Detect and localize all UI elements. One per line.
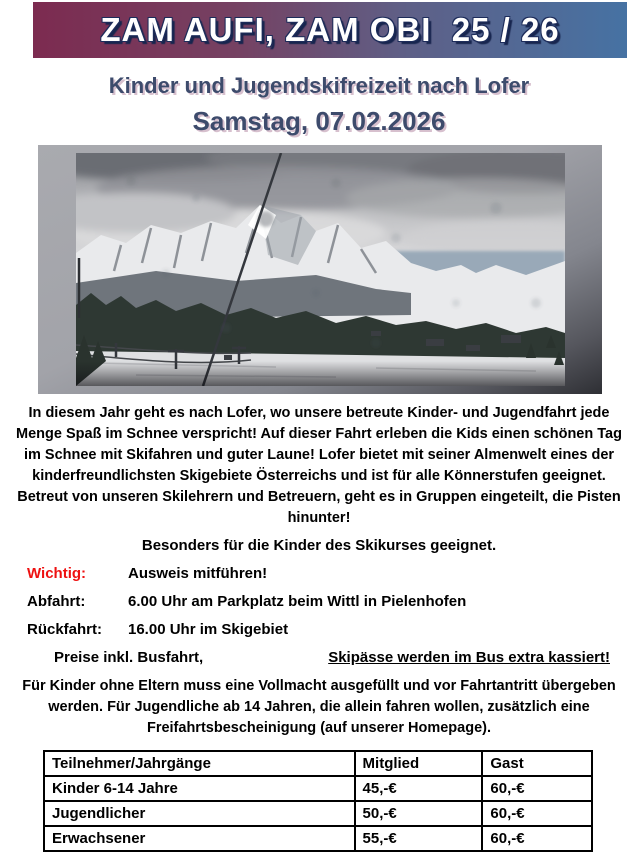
season-banner [33, 2, 627, 58]
col-header-teilnehmer: Teilnehmer/Jahrgänge [44, 751, 355, 776]
wichtig-value: Ausweis mitführen! [128, 565, 268, 582]
cell-mitglied: 50,-€ [355, 801, 483, 826]
event-date: Samstag, 07.02.2026 [192, 106, 446, 136]
skipass-note: Skipässe werden im Bus extra kassiert! [328, 649, 610, 666]
skikurs-note: Besonders für die Kinder des Skikurses geeignet. [141, 537, 497, 554]
price-table [43, 750, 593, 852]
cell-gast: 60,-€ [482, 826, 592, 851]
cell-mitglied: 45,-€ [355, 776, 483, 801]
page-title: Kinder und Jugendskifreizeit nach Lofer [108, 73, 530, 98]
col-header-gast: Gast [482, 751, 592, 776]
vollmacht-note: Für Kinder ohne Eltern muss eine Vollmacht ausgefüllt und vor Fahrtantritt übergeben werden. Für Jugendliche ab 14 Jahren, die allein fahren wollen, zusätzlich eine Freifahrtsbescheinigung (auf unserer Homepage). [22, 678, 616, 736]
detail-row-abfahrt [27, 593, 638, 610]
price-table-header-row [44, 751, 592, 776]
rueckfahrt-value: 16.00 Uhr im Skigebiet [128, 621, 289, 638]
prices-note: Preise inkl. Busfahrt, [54, 649, 204, 666]
table-row [44, 801, 592, 826]
cell-gast: 60,-€ [482, 776, 592, 801]
abfahrt-value: 6.00 Uhr am Parkplatz beim Wittl in Pielenhofen [128, 593, 467, 610]
trip-details [27, 565, 638, 666]
photo-blur-frame [38, 145, 602, 394]
rueckfahrt-label: Rückfahrt: [27, 621, 103, 638]
cell-mitglied: 55,-€ [355, 826, 483, 851]
cell-category: Erwachsener [44, 826, 355, 851]
intro-paragraph: In diesem Jahr geht es nach Lofer, wo unsere betreute Kinder- und Jugendfahrt jede Menge Spaß im Schnee verspricht! Auf dieser Fahrt erleben die Kids einen schönen Tag im Schnee mit Skifahren und guter Laune! Lofer bietet mit seiner Almenwelt eines der kinderfreundlichsten Skigebiete Österreichs und ist für alle Könnerstufen geeignet. Betreut von unseren Skilehrern und Betreuern, geht es in Gruppen eingeteilt, die Pisten hinunter! [16, 405, 622, 526]
mountain-webcam-photo-icon [76, 153, 565, 386]
wichtig-label: Wichtig: [27, 565, 87, 582]
detail-row-rueckfahrt [27, 621, 638, 638]
table-row [44, 826, 592, 851]
cell-category: Kinder 6-14 Jahre [44, 776, 355, 801]
table-row [44, 776, 592, 801]
col-header-mitglied: Mitglied [355, 751, 483, 776]
abfahrt-label: Abfahrt: [27, 593, 86, 610]
prices-row [54, 649, 610, 666]
banner-title: ZAM AUFI, ZAM OBI 25 / 26 [100, 11, 560, 48]
detail-row-wichtig [27, 565, 638, 582]
cell-category: Jugendlicher [44, 801, 355, 826]
cell-gast: 60,-€ [482, 801, 592, 826]
